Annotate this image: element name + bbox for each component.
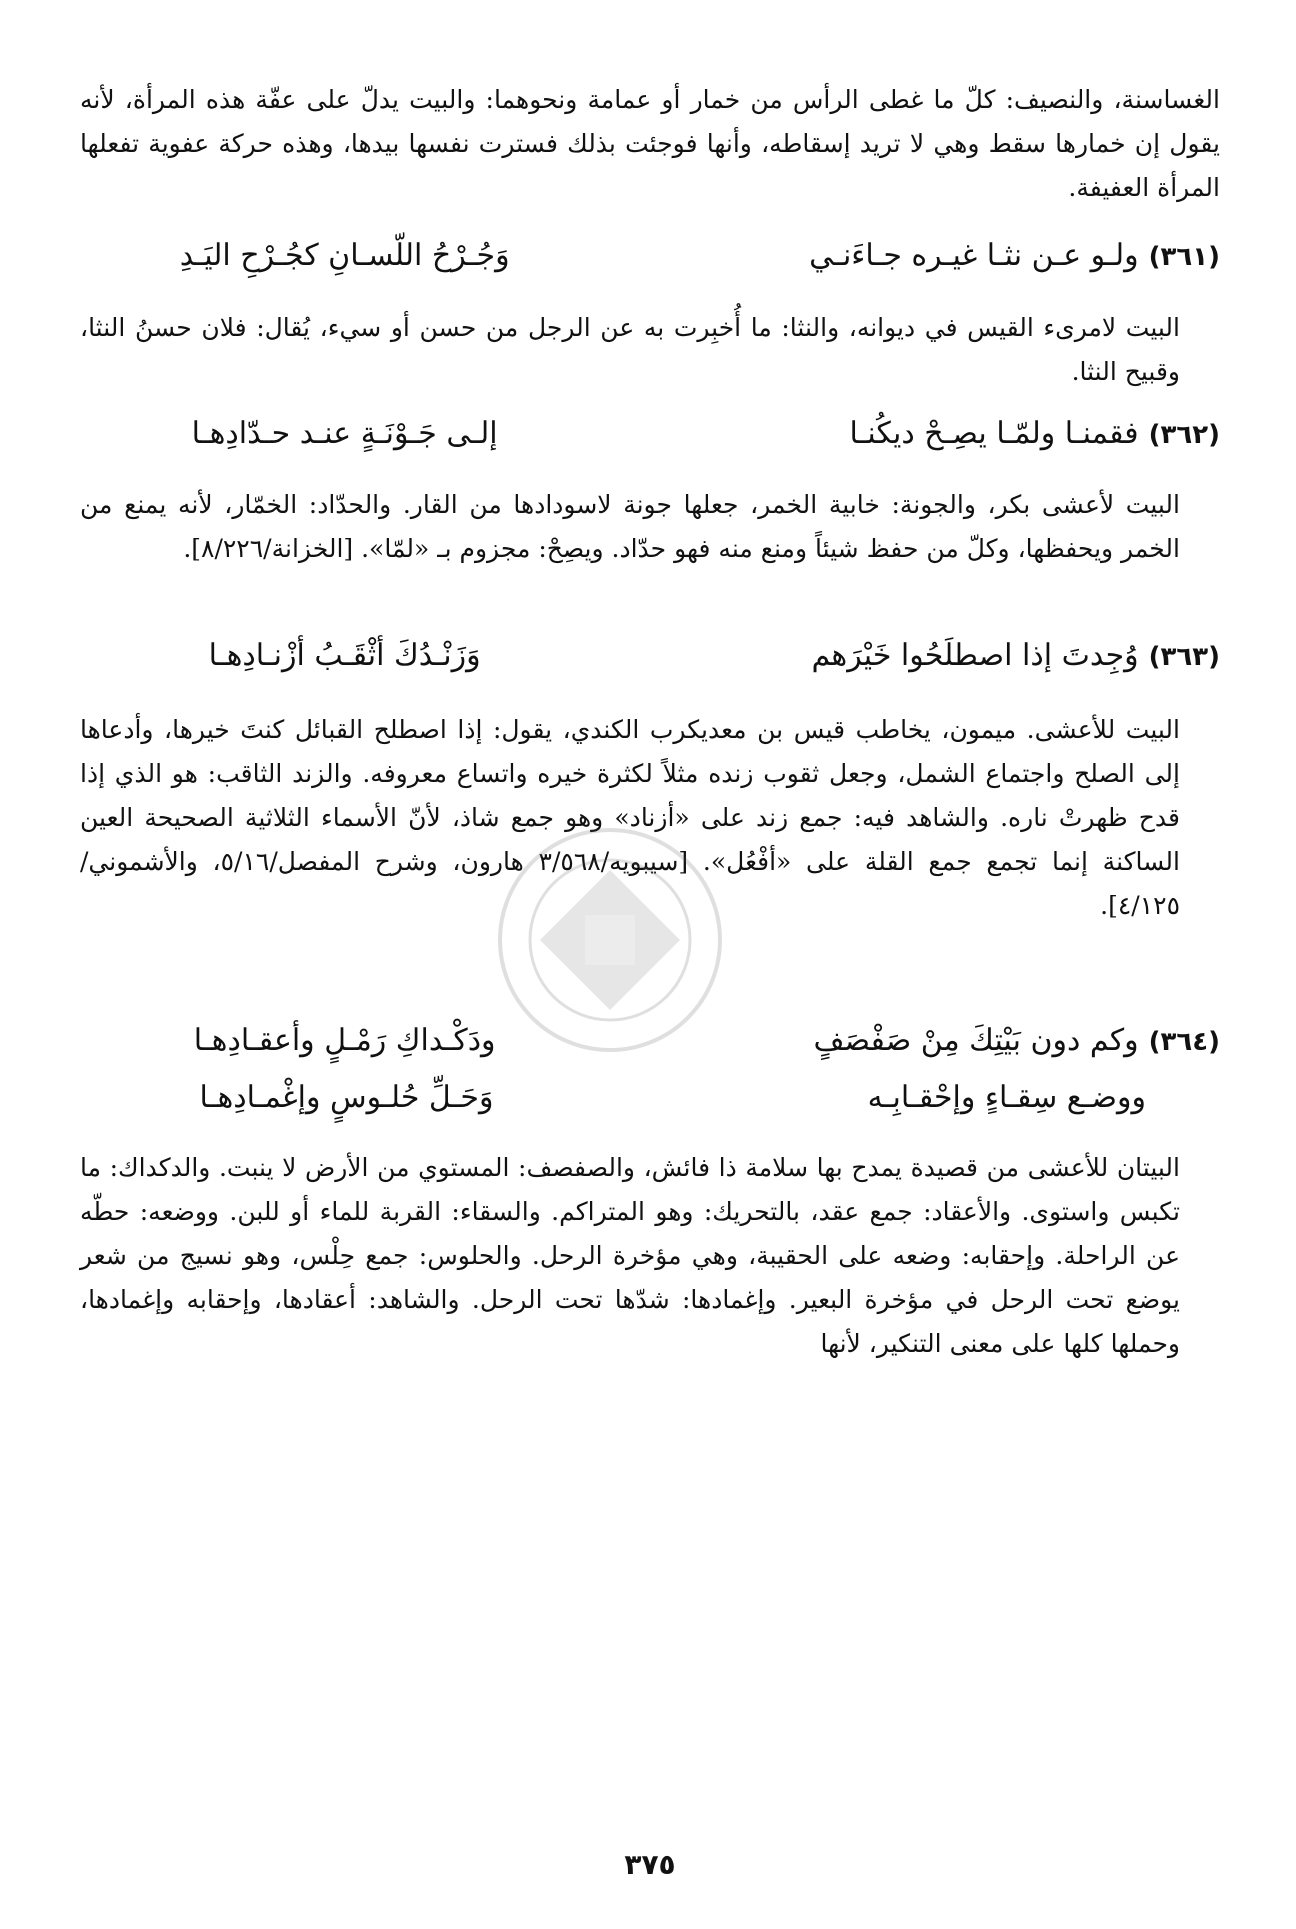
verse-number: (٣٦٢) (1148, 420, 1220, 450)
verse-line (80, 1070, 1220, 1126)
verse-second-hemistich: ودَكْـداكِ رَمْـلٍ وأعقـادِهـا (193, 1023, 496, 1058)
commentary-361 (80, 306, 1220, 394)
verse-first-hemistich: ووضـع سِقـاءٍ وإحْقـابِـه (867, 1080, 1146, 1115)
verse-line (80, 1013, 1220, 1070)
paragraph-text: البيت للأعشى. ميمون، يخاطب قيس بن معديكرب الكندي، يقول: إذا اصطلح القبائل كنتَ خيرها، وأدعاها إلى الصلح واجتماع الشمل، وجعل ثقوب زنده مثلاً لكثرة خيره واتساع معروفه. والزند الثاقب: هو الذي إذا قدح ظهرتْ ناره. والشاهد فيه: جمع زند على «أزناد» وهو جمع شاذ، لأنّ الأسماء الثلاثية الصحيحة العين الساكنة إنما تجمع جمع القلة على «أفْعُل». [سيبويه/٣/٥٦٨ هارون، وشرح المفصل/٥/١٦، والأشموني/٤/١٢٥]. (80, 715, 1180, 920)
verse-first-hemistich: ولـو عـن نثـا غيـره جـاءَنـي (809, 238, 1139, 273)
verse-first-hemistich: فقمنـا ولمّـا يصِـحْ ديكُنـا (849, 416, 1139, 451)
verse-362 (80, 406, 1220, 463)
verse-363 (80, 628, 1220, 685)
paragraph-text: البيت لأعشى بكر، والجونة: خابية الخمر، جعلها جونة لاسودادها من القار. والحدّاد: الخمّار، لأنه يمنع من الخمر ويحفظها، وكلّ من حفظ شيئاً ومنع منه فهو حدّاد. ويصِحْ: مجزوم بـ «لمّا». [الخزانة/٨/٢٢٦]. (80, 490, 1180, 563)
paragraph-text: البيت لامرىء القيس في ديوانه، والنثا: ما أُخبِرت به عن الرجل من حسن أو سيء، يُقال: فلان حسنُ النثا، وقبيح النثا. (80, 313, 1180, 386)
verse-361 (80, 228, 1220, 285)
verse-first-hemistich: وُجِدتَ إذا اصطلَحُوا خَيْرَهم (811, 638, 1139, 673)
book-page (80, 78, 1220, 1881)
commentary-364 (80, 1146, 1220, 1366)
paragraph-text: البيتان للأعشى من قصيدة يمدح بها سلامة ذا فائش، والصفصف: المستوي من الأرض لا ينبت. والدكداك: ما تكبس واستوى. والأعقاد: جمع عقد، بالتحريك: وهو المتراكم. والسقاء: القربة للماء أو للبن. ووضعه: حطّه عن الراحلة. وإحقابه: وضعه على الحقيبة، وهي مؤخرة الرحل. والحلوس: جمع حِلْس، وهو نسيج من شعر يوضع تحت الرحل في مؤخرة البعير. وإغمادها: شدّها تحت الرحل. والشاهد: أعقادها، وإحقابه وإغمادها، وحملها كلها على معنى التنكير، لأنها (80, 1153, 1180, 1358)
verse-364 (80, 1013, 1220, 1126)
verse-second-hemistich: وَحَـلِّ حُلـوسٍ وإغْمـادِهـا (199, 1080, 494, 1115)
commentary-363 (80, 708, 1220, 928)
verse-line (80, 406, 1220, 463)
verse-line (80, 228, 1220, 285)
paragraph-intro (80, 78, 1220, 210)
paragraph-text: الغساسنة، والنصيف: كلّ ما غطى الرأس من خمار أو عمامة ونحوهما: والبيت يدلّ على عفّة هذه المرأة، لأنه يقول إن خمارها سقط وهي لا تريد إسقاطه، وأنها فوجئت بذلك فسترت نفسها بيدها، وهذه حركة عفوية تفعلها المرأة العفيفة. (80, 85, 1220, 202)
commentary-362 (80, 483, 1220, 571)
verse-number: (٣٦٤) (1148, 1027, 1220, 1057)
verse-second-hemistich: وَجُـرْحُ اللّسـانِ كجُـرْحِ اليَـدِ (179, 238, 510, 273)
verse-line (80, 628, 1220, 685)
verse-second-hemistich: وَزَنْـدُكَ أثْقَـبُ أزْنـادِهـا (208, 638, 481, 673)
verse-number: (٣٦٣) (1148, 642, 1220, 672)
verse-number: (٣٦١) (1148, 242, 1220, 272)
verse-second-hemistich: إلـى جَـوْنَـةٍ عنـد حـدّادِهـا (191, 416, 498, 451)
verse-first-hemistich: وكم دون بَيْتِكَ مِنْ صَفْصَفٍ (813, 1023, 1139, 1058)
page-number: ٣٧٥ (624, 1848, 676, 1881)
